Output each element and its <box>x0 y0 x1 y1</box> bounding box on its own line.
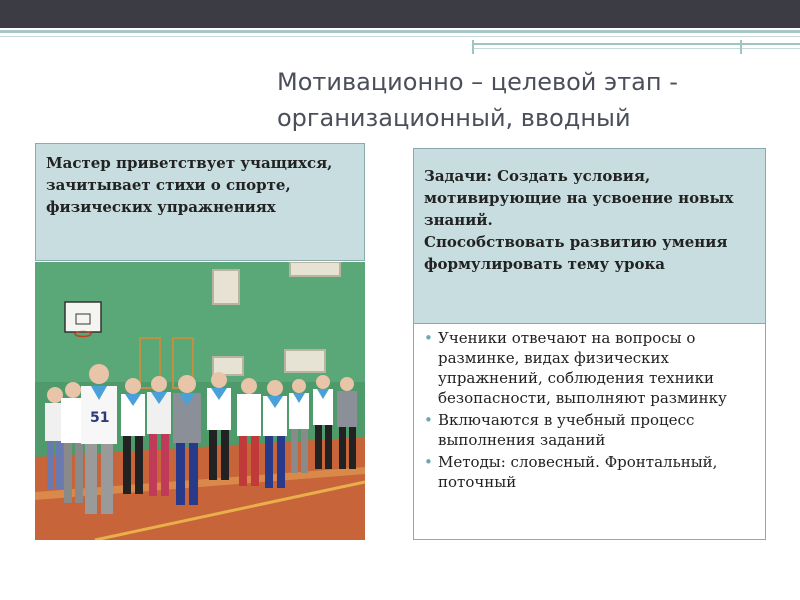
top-divider <box>0 30 800 33</box>
title-decor-line <box>472 43 800 45</box>
tasks-text-2: Способствовать развитию умения формулировать тему урока <box>424 233 728 273</box>
title-decor-tick-right <box>740 40 742 54</box>
student-actions-box <box>413 324 766 540</box>
list-item <box>422 410 755 450</box>
jersey-number: 51 <box>90 410 110 426</box>
list-item <box>422 328 755 408</box>
tasks-box <box>413 148 766 324</box>
bullet-icon: • <box>424 329 433 347</box>
slide-title-line1: Мотивационно – целевой этап - <box>277 68 678 96</box>
slide-title-line2: организационный, вводный <box>277 104 631 132</box>
title-decor-tick-left <box>472 40 474 54</box>
bullet-icon: • <box>424 411 433 429</box>
student-actions-list <box>422 328 755 492</box>
list-item-text: Методы: словесный. Фронтальный, поточный <box>438 453 718 491</box>
teacher-action-text: Мастер приветствует учащихся, зачитывает стихи о спорте, физических упражнениях <box>46 154 333 216</box>
gym-photo-image <box>35 262 365 540</box>
title-decor-line-thin <box>472 48 800 49</box>
slide-title <box>277 64 777 136</box>
list-item <box>422 452 755 492</box>
list-item-text: Включаются в учебный процесс выполнения заданий <box>438 411 695 449</box>
bullet-icon: • <box>424 453 433 471</box>
top-divider-thin <box>0 36 800 37</box>
list-item-text: Ученики отвечают на вопросы о разминке, видах физических упражнений, соблюдения техники безопасности, выполняют разминку <box>438 329 727 407</box>
top-bar <box>0 0 800 28</box>
tasks-text-1: Задачи: Создать условия, мотивирующие на усвоение новых знаний. <box>424 167 734 229</box>
gym-photo <box>35 262 365 540</box>
teacher-action-box <box>35 143 365 261</box>
